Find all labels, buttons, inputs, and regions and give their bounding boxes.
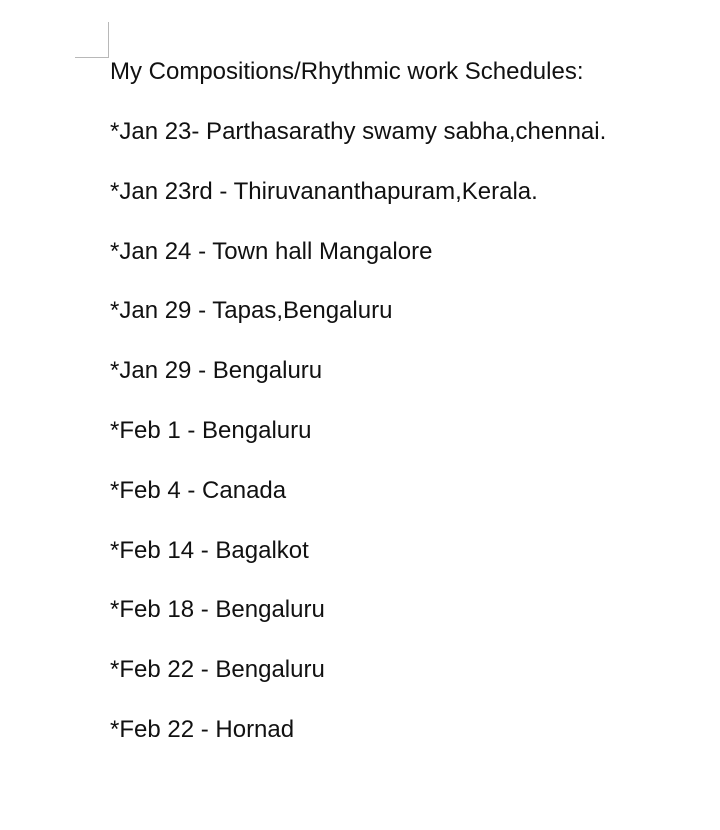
schedule-item: *Feb 1 - Bengaluru xyxy=(110,416,312,444)
schedule-item: *Jan 23- Parthasarathy swamy sabha,chennai. xyxy=(110,118,607,145)
schedule-item: *Jan 23rd - Thiruvananthapuram,Kerala. xyxy=(110,177,538,205)
document-body[interactable] xyxy=(110,56,710,746)
document-heading: My Compositions/Rhythmic work Schedules: xyxy=(110,58,584,85)
schedule-list xyxy=(110,116,710,746)
schedule-item: *Feb 22 - Bengaluru xyxy=(110,656,325,684)
schedule-item: *Jan 24 - Town hall Mangalore xyxy=(110,237,433,265)
schedule-item: *Feb 22 - Hornad xyxy=(110,715,295,743)
schedule-item: *Feb 4 - Canada xyxy=(110,476,287,504)
schedule-item: *Jan 29 - Bengaluru xyxy=(110,357,323,385)
page-margin-corner-mark-horizontal xyxy=(75,57,109,58)
schedule-item: *Jan 29 - Tapas,Bengaluru xyxy=(110,297,393,325)
schedule-item: *Feb 14 - Bagalkot xyxy=(110,536,309,564)
schedule-item: *Feb 18 - Bengaluru xyxy=(110,596,325,624)
page-margin-corner-mark xyxy=(108,22,109,57)
